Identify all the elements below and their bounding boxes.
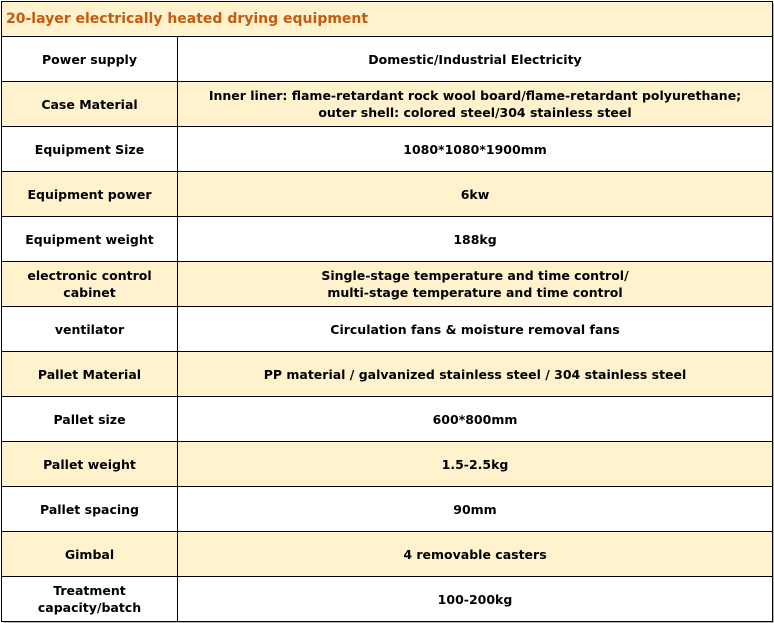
spec-label: Power supply [2,37,178,82]
spec-value [178,82,773,127]
spec-row-gimbal [2,532,773,577]
spec-label: Treatment capacity/batch [2,577,178,622]
spec-label: Equipment Size [2,127,178,172]
spec-value-line: 1.5-2.5kg [441,456,509,472]
spec-value [178,262,773,307]
spec-row-pallet-size [2,397,773,442]
spec-row-control-cabinet [2,262,773,307]
spec-label: Gimbal [2,532,178,577]
spec-label: Case Material [2,82,178,127]
spec-row-power-supply [2,37,773,82]
spec-value [178,307,773,352]
spec-table [1,1,773,622]
spec-value [178,577,773,622]
spec-row-equipment-size [2,127,773,172]
spec-value-line: PP material / galvanized stainless steel / 304 stainless steel [263,366,687,382]
spec-row-treatment-capacity [2,577,773,622]
spec-value [178,127,773,172]
spec-row-equipment-power [2,172,773,217]
spec-row-ventilator [2,307,773,352]
spec-value-line: 600*800mm [432,411,518,427]
spec-row-pallet-spacing [2,487,773,532]
spec-value-line: Domestic/Industrial Electricity [368,51,582,67]
spec-value [178,397,773,442]
spec-label: Pallet Material [2,352,178,397]
spec-row-pallet-weight [2,442,773,487]
spec-value [178,217,773,262]
spec-value-line: 6kw [460,186,490,202]
spec-value-line: 188kg [453,231,497,247]
spec-value-line: 4 removable casters [403,546,547,562]
spec-label: Pallet size [2,397,178,442]
spec-row-pallet-material [2,352,773,397]
spec-value [178,172,773,217]
spec-value [178,487,773,532]
spec-value-line: Circulation fans & moisture removal fans [330,321,620,337]
spec-value [178,442,773,487]
spec-value [178,37,773,82]
spec-label: Pallet weight [2,442,178,487]
spec-value-line: Single-stage temperature and time control/ [321,268,629,283]
spec-row-case-material [2,82,773,127]
spec-label: Pallet spacing [2,487,178,532]
spec-label: electronic control cabinet [2,262,178,307]
spec-label: Equipment weight [2,217,178,262]
spec-value-line: 100-200kg [437,591,513,607]
spec-value [178,352,773,397]
spec-value-line: multi-stage temperature and time control [327,285,623,300]
spec-row-equipment-weight [2,217,773,262]
spec-value-line: Inner liner: flame-retardant rock wool board/flame-retardant polyurethane; [208,88,742,103]
spec-value-line: 90mm [453,501,497,517]
title-row [2,2,773,37]
spec-label: Equipment power [2,172,178,217]
spec-value-line: outer shell: colored steel/304 stainless steel [318,105,632,120]
table-title: 20-layer electrically heated drying equipment [2,2,773,37]
spec-value-line: 1080*1080*1900mm [403,141,547,157]
spec-label: ventilator [2,307,178,352]
spec-value [178,532,773,577]
